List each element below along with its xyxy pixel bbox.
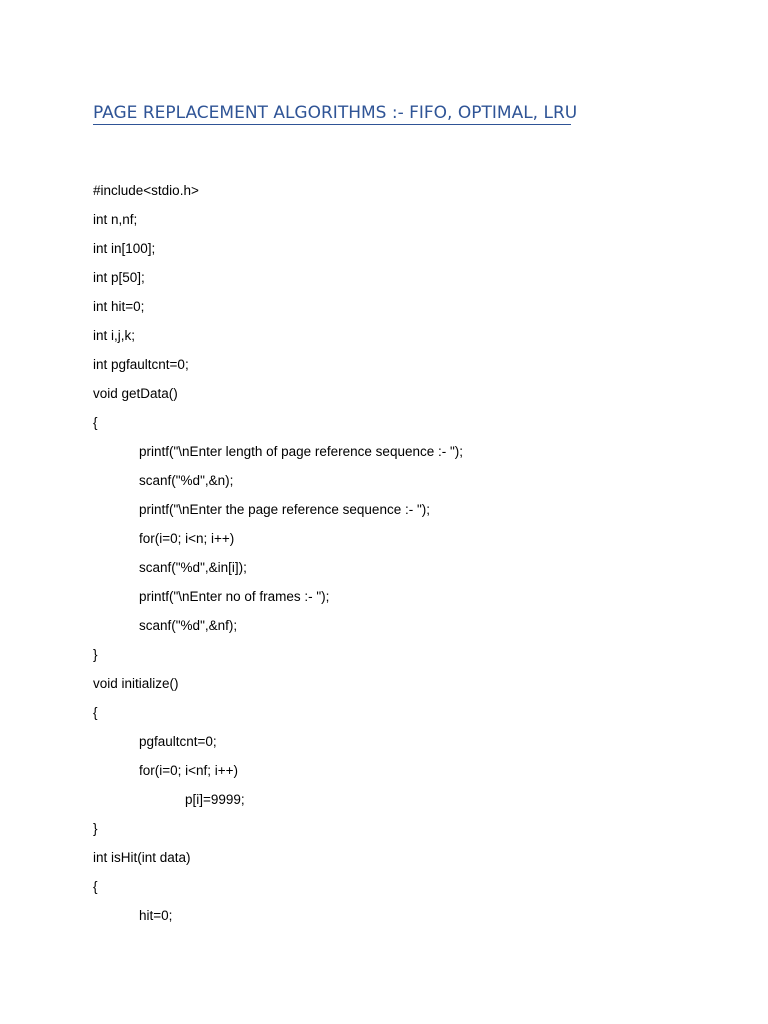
code-line: int isHit(int data) [93,850,191,865]
code-line: int n,nf; [93,212,138,227]
code-line: int i,j,k; [93,328,136,343]
code-line: int hit=0; [93,299,145,314]
code-line: int in[100]; [93,241,156,256]
code-line: } [93,647,98,662]
document-title: PAGE REPLACEMENT ALGORITHMS :- FIFO, OPTIMAL, LRU [93,103,578,123]
code-line: { [93,879,98,894]
code-line: printf("\nEnter the page reference sequence :- "); [139,502,430,517]
code-line: scanf("%d",&n); [139,473,234,488]
code-line: for(i=0; i<nf; i++) [139,763,239,778]
code-line: } [93,821,98,836]
code-line: #include<stdio.h> [93,183,199,198]
code-line: p[i]=9999; [185,792,245,807]
code-line: scanf("%d",&nf); [139,618,238,633]
code-line: printf("\nEnter no of frames :- "); [139,589,330,604]
code-line: { [93,705,98,720]
code-line: void initialize() [93,676,179,691]
code-line: { [93,415,98,430]
code-line: pgfaultcnt=0; [139,734,217,749]
code-line: printf("\nEnter length of page reference sequence :- "); [139,444,464,459]
code-line: void getData() [93,386,178,401]
code-line: int pgfaultcnt=0; [93,357,189,372]
title-underline [93,124,571,125]
code-line: int p[50]; [93,270,145,285]
code-line: scanf("%d",&in[i]); [139,560,247,575]
code-listing [93,180,733,934]
code-line: for(i=0; i<n; i++) [139,531,235,546]
code-line: hit=0; [139,908,173,923]
